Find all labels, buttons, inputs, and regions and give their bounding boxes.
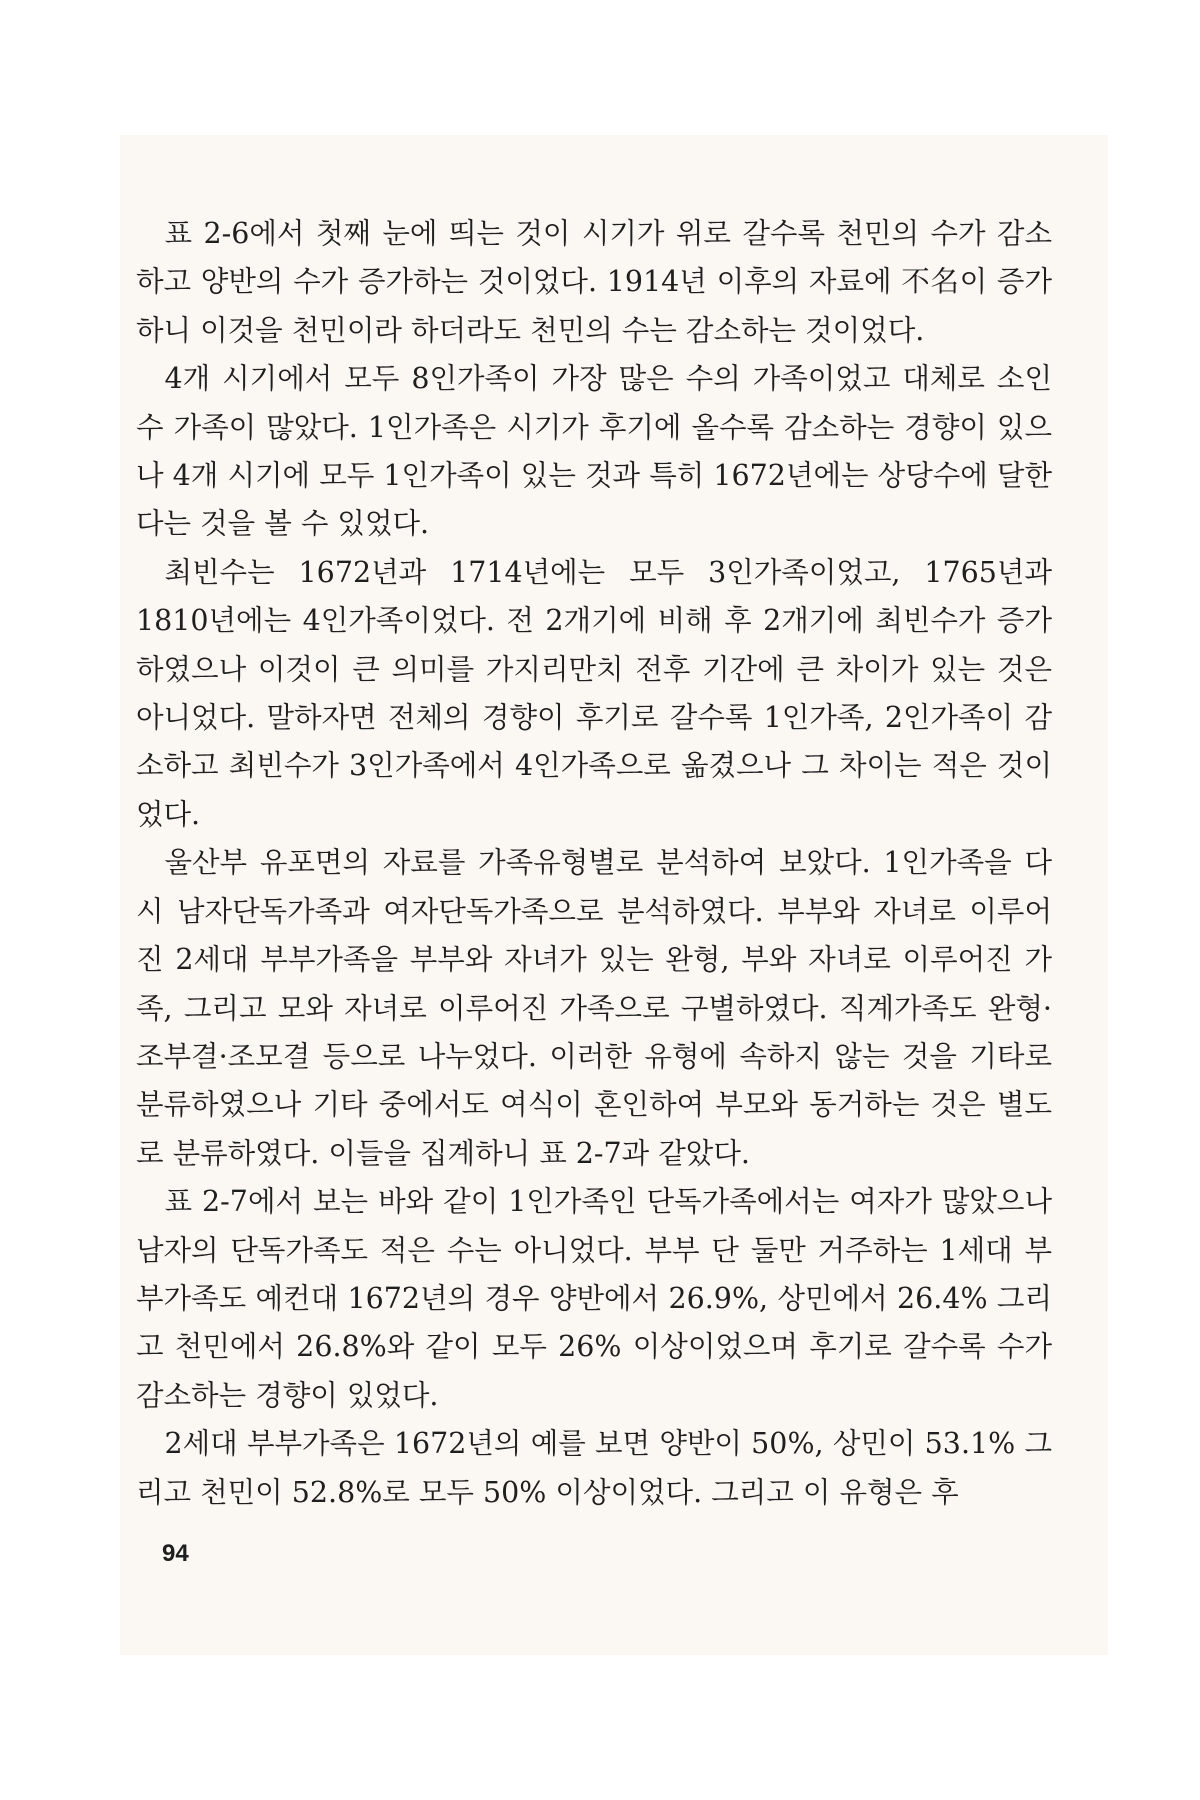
- paragraph-1: 표 2-6에서 첫째 눈에 띄는 것이 시기가 위로 갈수록 천민의 수가 감소하고 양반의 수가 증가하는 것이었다. 1914년 이후의 자료에 不名이 증가하니 이것을 천민이라 하더라도 천민의 수는 감소하는 것이었다.: [136, 217, 1052, 347]
- paragraph-3: 최빈수는 1672년과 1714년에는 모두 3인가족이었고, 1765년과 1810년에는 4인가족이었다. 전 2개기에 비해 후 2개기에 최빈수가 증가하였으나 이것이 큰 의미를 가지리만치 전후 기간에 큰 차이가 있는 것은 아니었다. 말하자면 전체의 경향이 후기로 갈수록 1인가족, 2인가족이 감소하고 최빈수가 3인가족에서 4인가족으로 옮겼으나 그 차이는 적은 것이었다.: [136, 555, 1052, 831]
- paragraph-2: 4개 시기에서 모두 8인가족이 가장 많은 수의 가족이었고 대체로 소인수 가족이 많았다. 1인가족은 시기가 후기에 올수록 감소하는 경향이 있으나 4개 시기에 모두 1인가족이 있는 것과 특히 1672년에는 상당수에 달한다는 것을 볼 수 있었다.: [136, 362, 1052, 541]
- body-text: [136, 210, 1052, 1517]
- paragraph-4: 울산부 유포면의 자료를 가족유형별로 분석하여 보았다. 1인가족을 다시 남자단독가족과 여자단독가족으로 분석하였다. 부부와 자녀로 이루어진 2세대 부부가족을 부부와 자녀가 있는 완형, 부와 자녀로 이루어진 가족, 그리고 모와 자녀로 이루어진 가족으로 구별하였다. 직계가족도 완형·조부결·조모결 등으로 나누었다. 이러한 유형에 속하지 않는 것을 기타로 분류하였으나 기타 중에서도 여식이 혼인하여 부모와 동거하는 것은 별도로 분류하였다. 이들을 집계하니 표 2-7과 같았다.: [136, 846, 1052, 1170]
- paragraph-5: 표 2-7에서 보는 바와 같이 1인가족인 단독가족에서는 여자가 많았으나 남자의 단독가족도 적은 수는 아니었다. 부부 단 둘만 거주하는 1세대 부부가족도 예컨대 1672년의 경우 양반에서 26.9%, 상민에서 26.4% 그리고 천민에서 26.8%와 같이 모두 26% 이상이었으며 후기로 갈수록 수가 감소하는 경향이 있었다.: [136, 1185, 1052, 1412]
- paragraph-6: 2세대 부부가족은 1672년의 예를 보면 양반이 50%, 상민이 53.1% 그리고 천민이 52.8%로 모두 50% 이상이었다. 그리고 이 유형은 후: [136, 1427, 1052, 1509]
- page-number: 94: [162, 1540, 189, 1567]
